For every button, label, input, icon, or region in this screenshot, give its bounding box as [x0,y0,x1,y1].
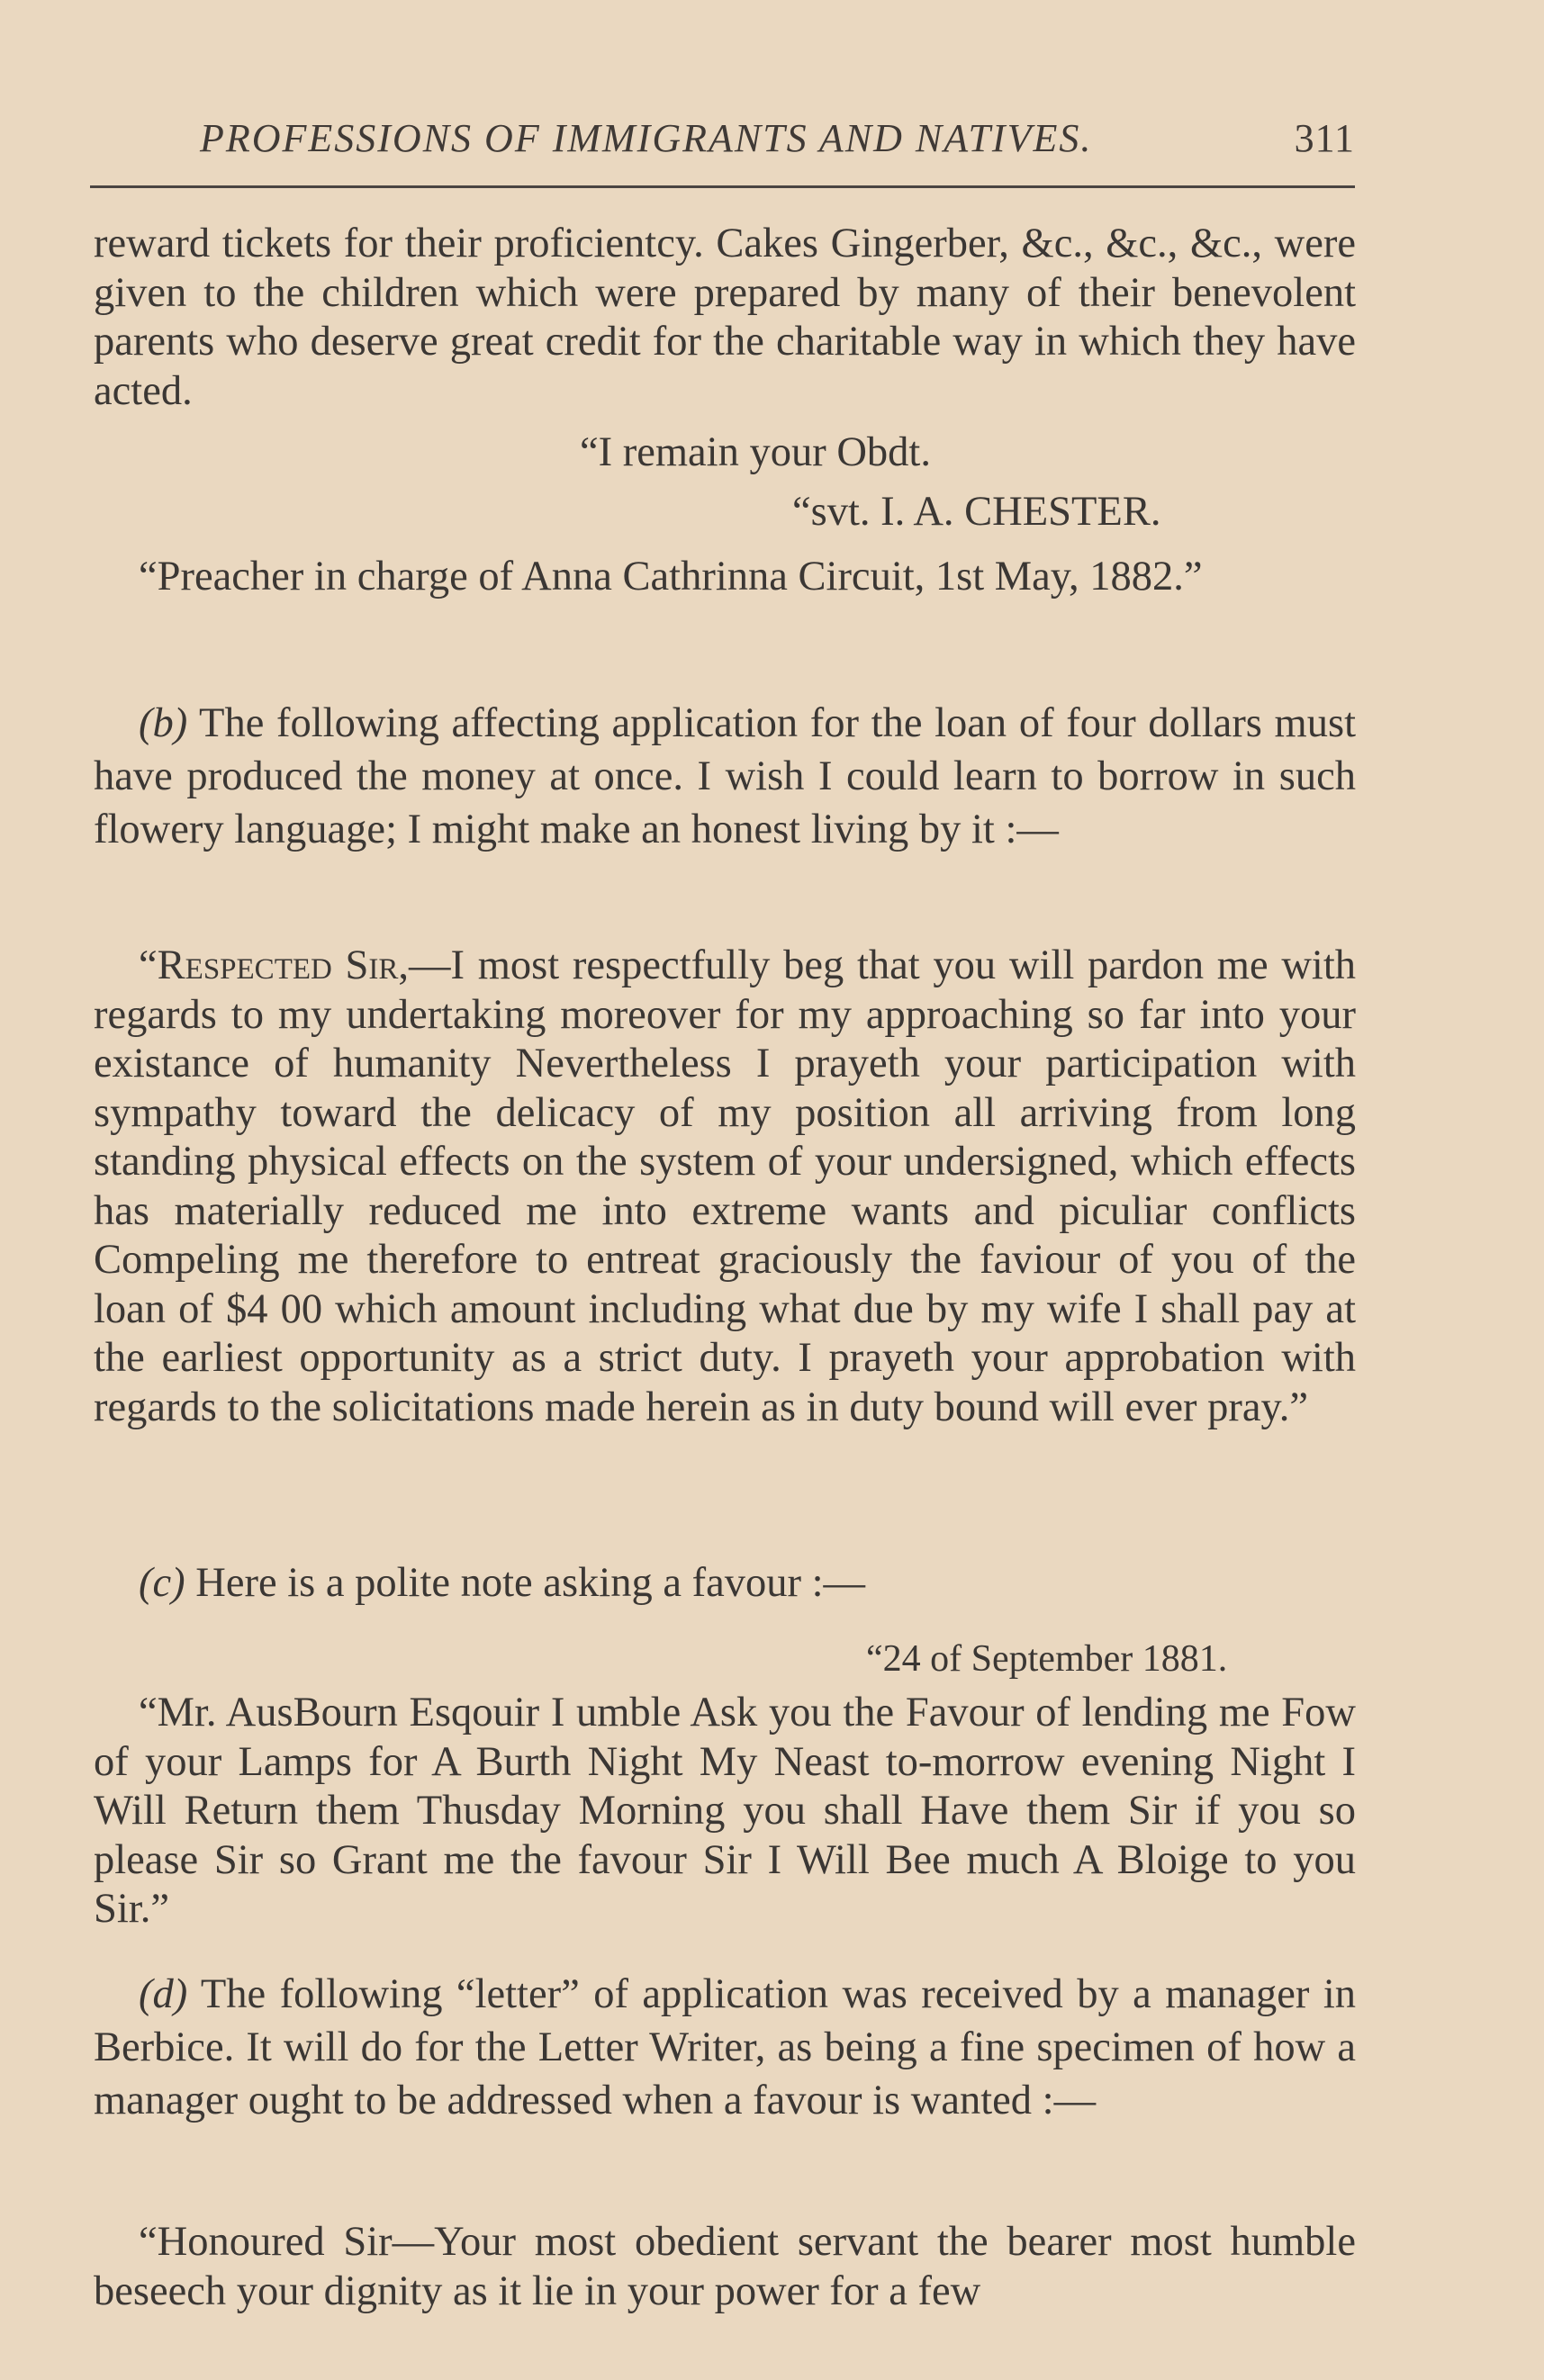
letter-signature-line: “Preacher in charge of Anna Cathrinna Circuit, 1st May, 1882.” [139,554,1203,600]
label-c: (c) [139,1560,185,1606]
letter-closing-line-1: “I remain your Obdt. [580,429,931,475]
final-letter-start: “Honoured Sir—Your most obedient servant the bearer most humble beseech your dignity as it lie in your power for a few [94,2219,1356,2314]
letter-open-quote: “ [139,942,158,988]
letter-respected-sir [94,942,1356,1432]
paragraph-c [139,1559,865,1609]
note-text: “Mr. AusBourn Esqouir I umble Ask you the Favour of lending me Fow of your Lamps for A Burth Night My Neast to-morrow evening Night I Will Return them Thusday Morning you shall Have them Sir if you so please Sir so Grant me the favour Sir I Will Bee much A Bloige to you Sir.” [94,1690,1356,1932]
letter-body: ,—I most respectfully beg that you will pardon me with regards to my undertaking moreover for my approaching so far into your existance of humanity Nevertheless I prayeth your participation with sympathy toward the delicacy of my position all arriving from long standing physical effects on the system of your undersigned, which effects has materially reduced me into extreme wants and piculiar conflicts Compeling me therefore to entreat graciously the faviour of you of the loan of $4 00 which amount including what due by my wife I shall pay at the earliest opportunity as a strict duty. I prayeth your approbation with regards to the solicitations made herein as in duty bound will ever pray.” [94,942,1356,1430]
letter-salutation: Respected Sir [157,942,399,988]
label-d: (d) [139,1971,188,2017]
note-date: “24 of September 1881. [866,1638,1228,1680]
paragraph-c-text: Here is a polite note asking a favour :— [185,1560,866,1606]
letter-closing-line-2: “svt. I. A. CHESTER. [792,489,1161,535]
label-b: (b) [139,700,188,746]
page-header [189,115,1355,169]
page-number: 311 [1294,116,1355,160]
paragraph-b-text: The following affecting application for the loan of four dollars must have produced the money at once. I wish I could learn to borrow in such flowery language; I might make an honest living by it :— [94,700,1356,852]
running-head: PROFESSIONS OF IMMIGRANTS AND NATIVES. [200,116,1093,160]
header-rule [90,185,1355,188]
paragraph-continuation: reward tickets for their proficientcy. Cakes Gingerber, &c., &c., &c., were given to the children which were prepared by many of their benevolent parents who deserve great credit for the charitable way in which they have acted. [94,221,1356,414]
paragraph-d-text: The following “letter” of application was received by a manager in Berbice. It will do for the Letter Writer, as being a fine specimen of how a manager ought to be addressed when a favour is wanted :— [94,1971,1356,2123]
paragraph-d [94,1968,1356,2127]
paragraph-b [94,697,1356,856]
